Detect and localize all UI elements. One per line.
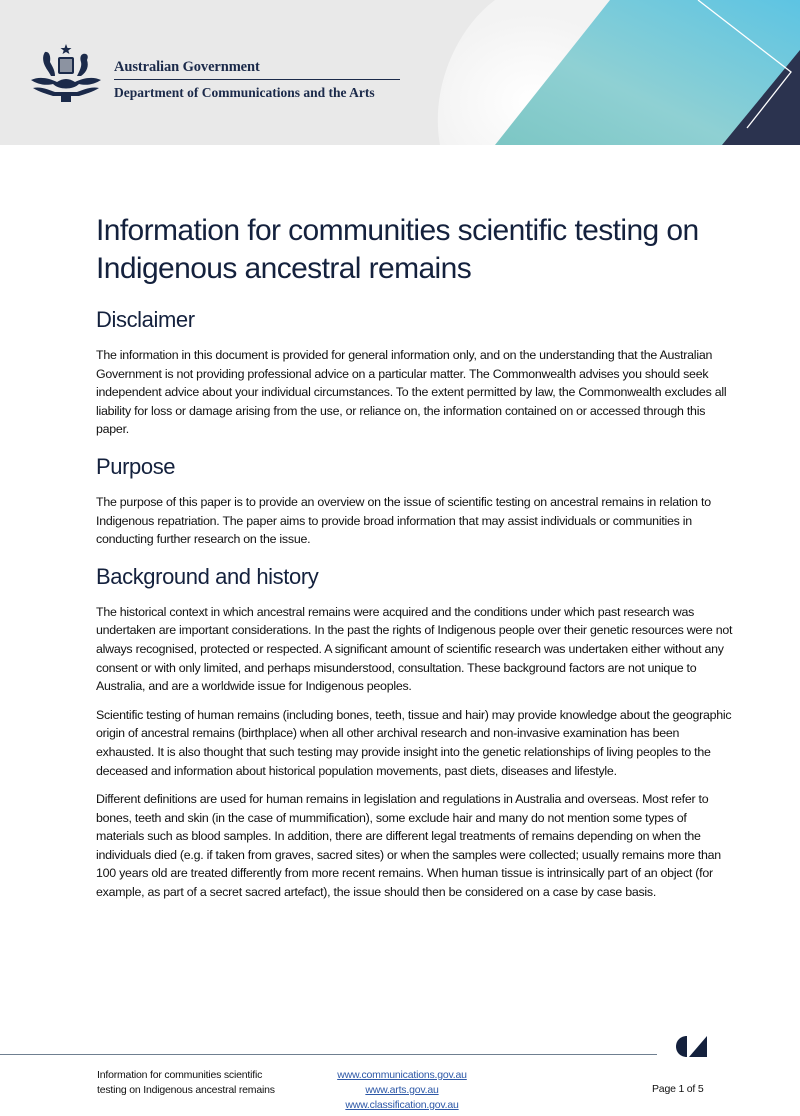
footer-divider — [0, 1054, 657, 1055]
link-communications[interactable]: www.communications.gov.au — [337, 1069, 467, 1081]
link-classification[interactable]: www.classification.gov.au — [345, 1099, 459, 1111]
background-paragraph-3: Different definitions are used for human remains in legislation and regulations in Australia and overseas. Most refer to bones, teeth and skin (in the case of mummification), some exclude hair and many do not mention some types of materials such as blood samples. In addition, there are different legal treatments of remains depending on when the individuals died (e.g. if taken from graves, sacred sites) or when the samples were collected; usually remains more than 100 years old are treated differently from more recent remains. When human tissue is intrinsically part of an object (for example, as part of a secret sacred artefact), the issue should then be considered on a case by case basis. — [96, 792, 721, 900]
government-name: Australian Government — [114, 59, 260, 75]
document-body — [96, 212, 736, 902]
section-heading-background: Background and history — [96, 563, 319, 589]
background-paragraph-2: Scientific testing of human remains (including bones, teeth, tissue and hair) may provide knowledge about the geographic origin of ancestral remains (birthplace) when all other archival research and non-invasive examination has been exhausted. It is also thought that such testing may provide insight into the genetic relationships of living peoples to the deceased and information about historical population movements, past diets, diseases and lifestyle. — [96, 707, 732, 778]
background-paragraph-1: The historical context in which ancestral remains were acquired and the conditions under which past research was undertaken are important considerations. In the past the rights of Indigenous people over their genetic resources were not always recognised, protected or respected. A significant amount of scientific research was undertaken either without any consent or with only limited, and perhaps misunderstood, consultation. These background factors are not unique to Australia, and are a worldwide issue for Indigenous peoples. — [96, 604, 733, 694]
link-arts[interactable]: www.arts.gov.au — [365, 1084, 439, 1096]
page-header — [0, 0, 800, 145]
footer-links — [322, 1068, 482, 1113]
document-title: Information for communities scientific testing on Indigenous ancestral remains — [96, 214, 699, 285]
department-monogram-icon — [676, 1036, 707, 1057]
purpose-paragraph: The purpose of this paper is to provide an overview on the issue of scientific testing on ancestral remains in relation to Indigenous repatriation. The paper aims to provide broad information that may assist individuals or communities in conducting further research on the issue. — [96, 494, 711, 547]
department-name: Department of Communications and the Arts — [114, 85, 375, 100]
header-divider — [114, 79, 400, 80]
disclaimer-paragraph: The information in this document is provided for general information only, and on the understanding that the Australian Government is not providing professional advice on a particular matter. The Commonwealth advises you should seek independent advice about your individual circumstances. To the extent permitted by law, the Commonwealth excludes all liability for loss or damage arising from the use, or reliance on, the information contained on or accessed through this paper. — [96, 348, 727, 437]
footer-document-title — [97, 1068, 275, 1098]
footer-title-line-1: Information for communities scientific — [97, 1069, 263, 1081]
page-number: Page 1 of 5 — [652, 1083, 704, 1095]
coat-of-arms-logo — [25, 42, 107, 104]
section-heading-purpose: Purpose — [96, 453, 176, 479]
section-heading-disclaimer: Disclaimer — [96, 307, 195, 332]
footer-title-line-2: testing on Indigenous ancestral remains — [97, 1084, 275, 1096]
